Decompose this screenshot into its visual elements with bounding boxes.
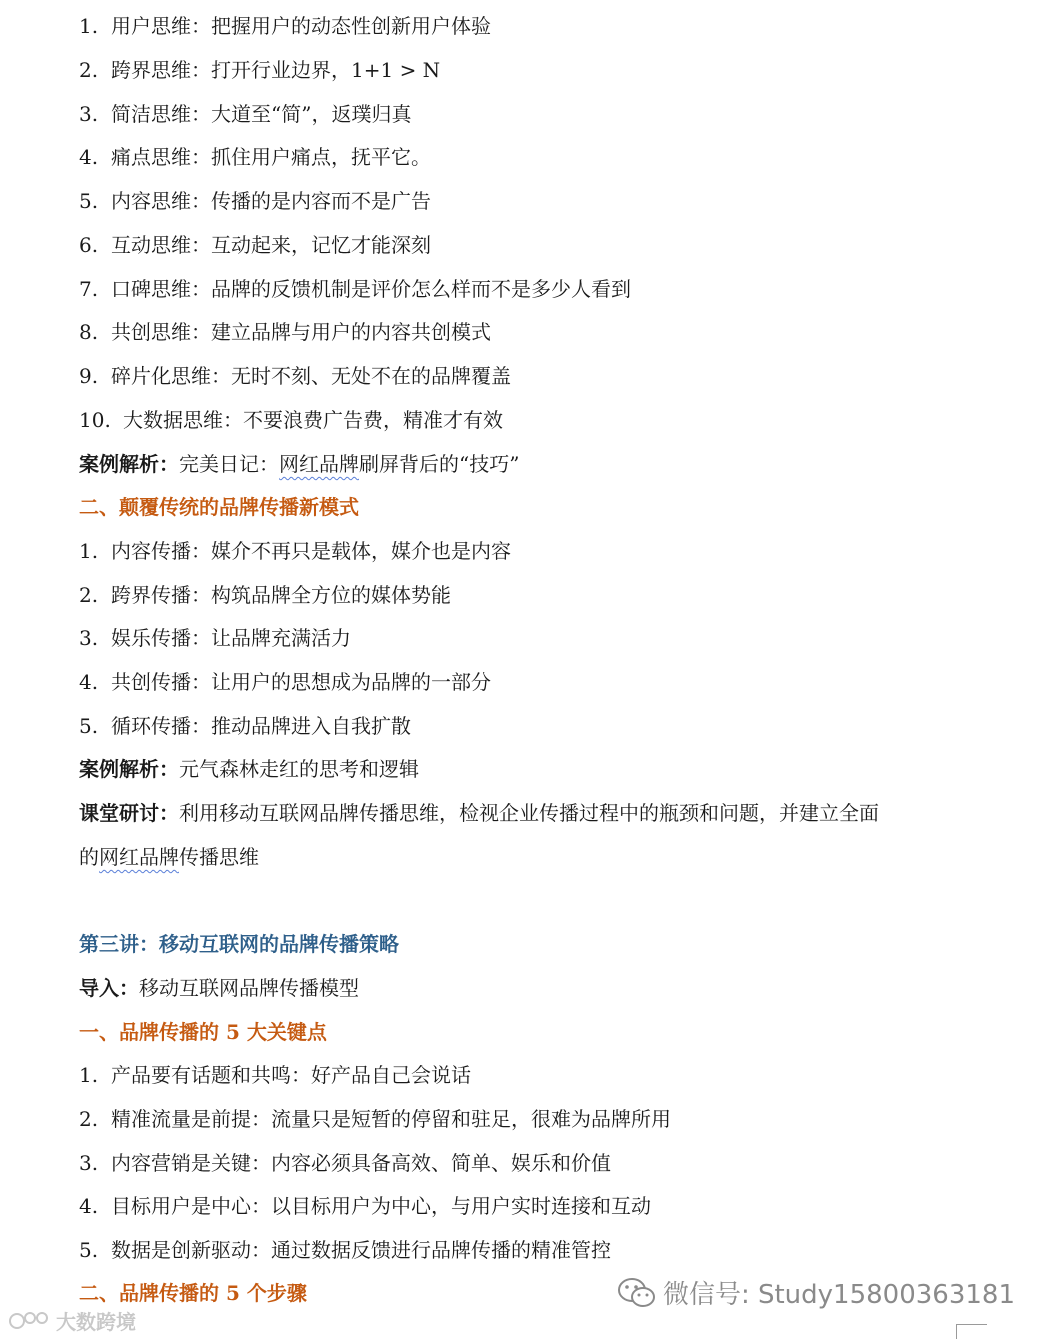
list-number: 2. [79, 583, 99, 607]
class-discussion-continued [79, 843, 259, 871]
brand-logo-icon [8, 1310, 52, 1332]
list-item [79, 624, 351, 652]
class-discussion [79, 799, 879, 827]
intro-line [79, 974, 359, 1002]
list-text: 内容营销是关键：内容必须具备高效、简单、娱乐和价值 [111, 1151, 611, 1175]
section-heading: 二、颠覆传统的品牌传播新模式 [79, 495, 359, 519]
list-text: 内容传播：媒介不再只是载体，媒介也是内容 [111, 539, 511, 563]
list-text: 内容思维：传播的是内容而不是广告 [111, 189, 431, 213]
list-text: 共创传播：让用户的思想成为品牌的一部分 [111, 670, 491, 694]
list-item [79, 56, 440, 84]
list-item [79, 712, 411, 740]
list-text: 碎片化思维：无时不刻、无处不在的品牌覆盖 [111, 364, 511, 388]
case-text-tail: 刷屏背后的“技巧” [359, 452, 520, 476]
case-label: 案例解析： [79, 452, 179, 476]
list-number: 6. [79, 233, 99, 257]
case-analysis [79, 755, 419, 783]
wechat-icon [617, 1276, 657, 1310]
list-text: 简洁思维：大道至“简”，返璞归真 [111, 102, 412, 126]
list-number: 8. [79, 320, 99, 344]
list-number: 1. [79, 14, 99, 38]
list-item [79, 231, 431, 259]
list-item [79, 1105, 671, 1133]
list-number: 2. [79, 58, 99, 82]
list-text: 大数据思维：不要浪费广告费，精准才有效 [123, 408, 503, 432]
list-number: 1. [79, 1063, 99, 1087]
list-text: 互动思维：互动起来，记忆才能深刻 [111, 233, 431, 257]
list-number: 3. [79, 626, 99, 650]
case-analysis [79, 450, 519, 478]
watermark-text: 微信号: Study15800363181 [662, 1280, 1015, 1310]
list-item [79, 143, 431, 171]
intro-text: 移动互联网品牌传播模型 [139, 976, 359, 1000]
list-item [79, 1149, 611, 1177]
page-corner-mark [956, 1324, 987, 1339]
list-number: 3. [79, 102, 99, 126]
list-text: 跨界思维：打开行业边界，1+1 > N [111, 58, 441, 82]
list-text: 口碑思维：品牌的反馈机制是评价怎么样而不是多少人看到 [111, 277, 631, 301]
list-item [79, 100, 411, 128]
section-heading: 一、品牌传播的 5 大关键点 [79, 1020, 327, 1044]
list-item [79, 187, 431, 215]
list-item [79, 12, 491, 40]
list-text: 共创思维：建立品牌与用户的内容共创模式 [111, 320, 491, 344]
list-text: 跨界传播：构筑品牌全方位的媒体势能 [111, 583, 451, 607]
case-label: 案例解析： [79, 757, 179, 781]
list-text: 数据是创新驱动：通过数据反馈进行品牌传播的精准管控 [111, 1238, 611, 1262]
list-number: 5. [79, 714, 99, 738]
list-item [79, 406, 503, 434]
list-number: 2. [79, 1107, 99, 1131]
case-text: 元气森林走红的思考和逻辑 [179, 757, 419, 781]
bottom-watermark-text: 大数跨境 [56, 1310, 136, 1334]
list-item [79, 275, 631, 303]
spellcheck-underlined-text: 网红品牌 [99, 845, 179, 869]
list-item [79, 581, 451, 609]
list-number: 5. [79, 189, 99, 213]
discussion-text-tail: 传播思维 [179, 845, 259, 869]
list-item [79, 668, 491, 696]
list-number: 4. [79, 670, 99, 694]
list-number: 3. [79, 1151, 99, 1175]
section-heading: 二、品牌传播的 5 个步骤 [79, 1281, 307, 1305]
discussion-text: 利用移动互联网品牌传播思维，检视企业传播过程中的瓶颈和问题，并建立全面 [179, 801, 879, 825]
list-item [79, 1061, 471, 1089]
list-text: 娱乐传播：让品牌充满活力 [111, 626, 351, 650]
list-item [79, 318, 491, 346]
case-text: 完美日记： [179, 452, 279, 476]
intro-label: 导入： [79, 976, 139, 1000]
list-item [79, 1192, 651, 1220]
list-item [79, 537, 511, 565]
list-text: 用户思维：把握用户的动态性创新用户体验 [111, 14, 491, 38]
list-number: 7. [79, 277, 99, 301]
list-item [79, 1236, 611, 1264]
list-number: 9. [79, 364, 99, 388]
discussion-label: 课堂研讨： [79, 801, 179, 825]
list-number: 5. [79, 1238, 99, 1262]
list-number: 4. [79, 1194, 99, 1218]
bottom-watermark [8, 1306, 136, 1335]
list-number: 1. [79, 539, 99, 563]
spellcheck-underlined-text: 网红品牌 [279, 452, 359, 476]
list-text: 精准流量是前提：流量只是短暂的停留和驻足，很难为品牌所用 [111, 1107, 671, 1131]
list-text: 循环传播：推动品牌进入自我扩散 [111, 714, 411, 738]
list-item [79, 362, 511, 390]
list-number: 10. [79, 408, 111, 432]
lecture-title: 第三讲：移动互联网的品牌传播策略 [79, 932, 399, 956]
discussion-text: 的 [79, 845, 99, 869]
list-text: 目标用户是中心：以目标用户为中心，与用户实时连接和互动 [111, 1194, 651, 1218]
wechat-watermark [617, 1274, 1015, 1311]
list-number: 4. [79, 145, 99, 169]
list-text: 产品要有话题和共鸣：好产品自己会说话 [111, 1063, 471, 1087]
list-text: 痛点思维：抓住用户痛点，抚平它。 [111, 145, 431, 169]
